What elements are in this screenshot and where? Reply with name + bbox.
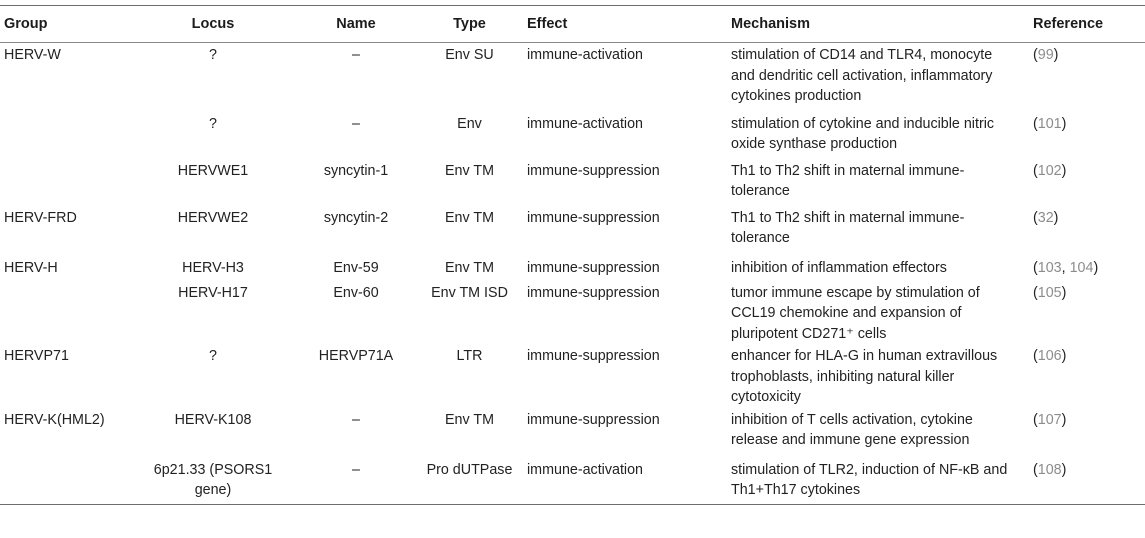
cell-locus: HERV-K108 bbox=[174, 411, 252, 428]
cell-name: Env-59 bbox=[333, 259, 379, 276]
cell-mechanism: tumor immune escape by stimulation of CCL19 chemokine and expansion of pluripotent CD271⁺ cells bbox=[731, 284, 980, 342]
cell-group: HERV-FRD bbox=[4, 209, 77, 226]
cell-mechanism: stimulation of TLR2, induction of NF-κB and Th1+Th17 cytokines bbox=[731, 461, 1008, 498]
reference-link[interactable]: 105 bbox=[1037, 284, 1062, 301]
cell-mechanism: inhibition of inflammation effectors bbox=[731, 259, 947, 276]
header-group: Group bbox=[4, 16, 48, 32]
cell-mechanism: Th1 to Th2 shift in maternal immune-tolerance bbox=[731, 209, 965, 246]
cell-name: – bbox=[352, 411, 360, 428]
cell-group: HERVP71 bbox=[4, 348, 69, 364]
table-row bbox=[0, 111, 1145, 159]
cell-effect: immune-suppression bbox=[527, 348, 660, 364]
table-row bbox=[0, 455, 1145, 505]
cell-group bbox=[0, 111, 135, 159]
reference-link[interactable]: 108 bbox=[1037, 461, 1062, 478]
header-effect: Effect bbox=[527, 16, 568, 32]
cell-effect: immune-suppression bbox=[527, 284, 660, 301]
header-locus: Locus bbox=[191, 16, 235, 32]
cell-effect: immune-activation bbox=[527, 115, 644, 132]
header-type: Type bbox=[453, 16, 486, 32]
cell-name: – bbox=[352, 47, 360, 63]
reference-link[interactable]: 99 bbox=[1037, 47, 1054, 63]
header-row bbox=[0, 6, 1145, 43]
header-reference: Reference bbox=[1033, 16, 1104, 32]
cell-group: HERV-H bbox=[4, 259, 58, 276]
cell-name: – bbox=[352, 115, 360, 132]
cell-mechanism: Th1 to Th2 shift in maternal immune-tolerance bbox=[731, 162, 965, 199]
cell-type: Env TM bbox=[445, 411, 494, 428]
cell-locus: HERVWE1 bbox=[177, 162, 249, 179]
cell-locus: 6p21.33 (PSORS1 gene) bbox=[153, 461, 273, 498]
cell-mechanism: stimulation of cytokine and inducible nitric oxide synthase production bbox=[731, 115, 995, 152]
table-row bbox=[0, 280, 1145, 345]
cell-reference: (103, 104) bbox=[1033, 259, 1099, 276]
cell-reference: (108) bbox=[1033, 461, 1067, 478]
cell-reference: (101) bbox=[1033, 115, 1067, 132]
table-header bbox=[0, 6, 1145, 43]
reference-link[interactable]: 101 bbox=[1037, 115, 1062, 132]
data-table bbox=[0, 5, 1145, 505]
table-row bbox=[0, 408, 1145, 455]
table-row bbox=[0, 43, 1145, 111]
table-row bbox=[0, 253, 1145, 280]
cell-locus: HERV-H17 bbox=[178, 284, 248, 301]
cell-name: syncytin-1 bbox=[323, 162, 389, 179]
cell-group bbox=[0, 159, 135, 206]
cell-name: – bbox=[352, 461, 360, 478]
cell-group bbox=[0, 455, 135, 505]
reference-link[interactable]: 102 bbox=[1037, 162, 1062, 179]
cell-mechanism: stimulation of CD14 and TLR4, monocyte and dendritic cell activation, inflammatory cytokines production bbox=[731, 47, 993, 104]
cell-type: Pro dUTPase bbox=[426, 461, 513, 478]
cell-group: HERV-W bbox=[4, 47, 61, 63]
cell-reference: (32) bbox=[1033, 209, 1059, 226]
cell-locus: ? bbox=[209, 115, 217, 132]
cell-name: HERVP71A bbox=[318, 348, 394, 364]
header-mechanism: Mechanism bbox=[731, 16, 810, 32]
cell-reference: (102) bbox=[1033, 162, 1067, 179]
reference-link[interactable]: 103 bbox=[1037, 259, 1062, 276]
cell-effect: immune-suppression bbox=[527, 411, 660, 428]
cell-type: LTR bbox=[456, 348, 483, 364]
cell-reference: (106) bbox=[1033, 348, 1067, 364]
cell-effect: immune-suppression bbox=[527, 162, 660, 179]
cell-name: syncytin-2 bbox=[323, 209, 389, 226]
cell-type: Env TM bbox=[445, 162, 494, 179]
cell-mechanism: enhancer for HLA-G in human extravillous trophoblasts, inhibiting natural killer cytotoxicity bbox=[731, 348, 998, 405]
cell-locus: HERVWE2 bbox=[177, 209, 249, 226]
cell-effect: immune-activation bbox=[527, 47, 644, 63]
reference-link[interactable]: 104 bbox=[1069, 259, 1094, 276]
cell-type: Env bbox=[457, 115, 482, 132]
cell-type: Env SU bbox=[445, 47, 494, 63]
cell-type: Env TM bbox=[445, 259, 494, 276]
cell-reference: (99) bbox=[1033, 47, 1059, 63]
cell-reference: (105) bbox=[1033, 284, 1067, 301]
table-row bbox=[0, 206, 1145, 253]
table-row bbox=[0, 344, 1145, 408]
cell-locus: ? bbox=[209, 348, 217, 364]
cell-name: Env-60 bbox=[333, 284, 379, 301]
cell-mechanism: inhibition of T cells activation, cytokine release and immune gene expression bbox=[731, 411, 973, 448]
cell-group: HERV-K(HML2) bbox=[4, 411, 105, 428]
reference-link[interactable]: 32 bbox=[1037, 209, 1054, 226]
cell-locus: HERV-H3 bbox=[182, 259, 244, 276]
cell-effect: immune-activation bbox=[527, 461, 644, 478]
header-name: Name bbox=[336, 16, 376, 32]
cell-type: Env TM bbox=[445, 209, 494, 226]
cell-reference: (107) bbox=[1033, 411, 1067, 428]
reference-link[interactable]: 106 bbox=[1037, 348, 1062, 364]
table-body bbox=[0, 43, 1145, 505]
table-row bbox=[0, 159, 1145, 206]
cell-effect: immune-suppression bbox=[527, 209, 660, 226]
cell-locus: ? bbox=[209, 47, 217, 63]
cell-effect: immune-suppression bbox=[527, 259, 660, 276]
cell-type: Env TM ISD bbox=[431, 284, 508, 301]
cell-group bbox=[0, 280, 135, 345]
reference-link[interactable]: 107 bbox=[1037, 411, 1062, 428]
